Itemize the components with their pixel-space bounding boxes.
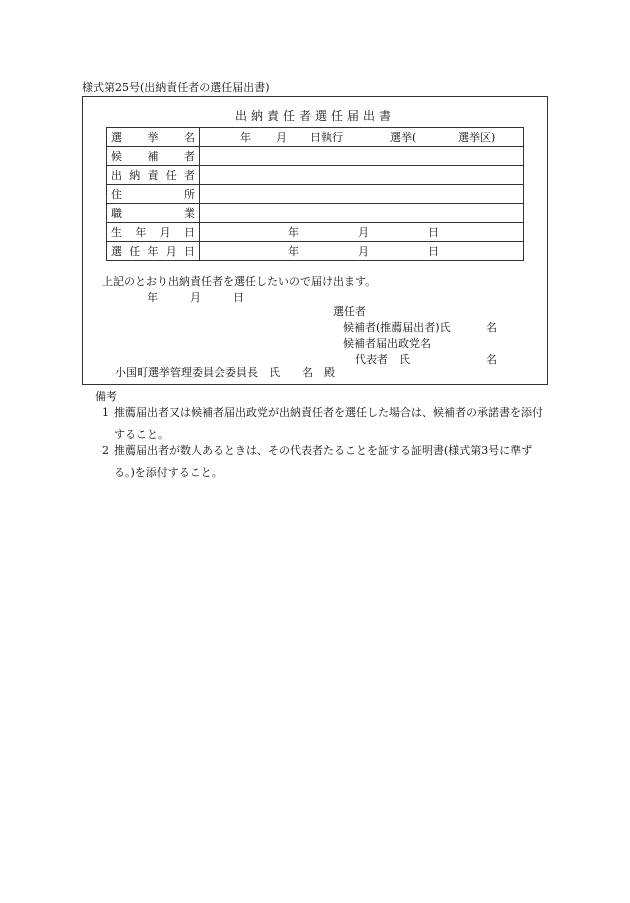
row-appointdate: [107, 242, 524, 261]
label-char: 選: [111, 244, 122, 258]
label-appointdate: [107, 242, 200, 261]
election-day-held: 日執行: [310, 131, 343, 144]
label-treasurer-text: [111, 170, 195, 181]
remark-text: 推薦届出者が数人あるときは、その代表者たることを証する証明書(様式第3号に準ずる。)を添付すること。: [114, 444, 533, 479]
label-address-text: [111, 189, 195, 200]
row-election: [107, 128, 524, 147]
label-char: 業: [184, 206, 195, 220]
row-treasurer: [107, 166, 524, 185]
label-char: 挙: [147, 130, 159, 144]
label-char: 名: [184, 130, 195, 144]
date-year-unit: 年: [147, 291, 158, 304]
date-month-unit: 月: [190, 291, 201, 304]
field-election[interactable]: [200, 128, 524, 147]
label-char: 住: [111, 187, 122, 201]
field-candidate[interactable]: [200, 147, 524, 166]
label-char: 所: [184, 187, 195, 201]
notice-text: 上記のとおり出納責任者を選任したいので届け出ます。: [102, 275, 377, 288]
form-table: [106, 127, 524, 261]
label-char: 任: [165, 168, 177, 182]
remarks-title: 備考: [95, 390, 117, 403]
label-char: 生: [111, 225, 122, 239]
label-char: 月: [165, 244, 177, 258]
label-char: 日: [184, 244, 195, 258]
appoint-month-unit: 月: [358, 245, 369, 258]
remark-number: 1: [102, 406, 109, 419]
label-election: [107, 128, 200, 147]
representative-seal-mark: 名: [486, 353, 497, 366]
candidate-seal-mark: 名: [486, 321, 497, 334]
label-birthdate-text: [111, 227, 195, 238]
label-char: 者: [184, 168, 195, 182]
label-char: 月: [159, 225, 171, 239]
label-char: 任: [129, 244, 141, 258]
label-candidate-text: [111, 151, 195, 162]
party-name-label: 候補者届出政党名: [343, 337, 431, 350]
form-id: 様式第25号(出納責任者の選任届出書): [82, 81, 270, 94]
label-char: 選: [111, 130, 122, 144]
remark-text: 推薦届出者又は候補者届出政党が出納責任者を選任した場合は、候補者の承諾書を添付すること。: [114, 406, 543, 441]
label-candidate: [107, 147, 200, 166]
representative-label: 代表者 氏: [355, 353, 410, 366]
label-char: 候: [111, 149, 122, 163]
label-election-text: [111, 132, 195, 143]
field-appointdate[interactable]: [200, 242, 524, 261]
date-day-unit: 日: [233, 291, 244, 304]
label-char: 年: [147, 244, 159, 258]
remark-number: 2: [102, 444, 109, 457]
label-address: [107, 185, 200, 204]
appointer-label: 選任者: [333, 305, 366, 318]
candidate-name-label: 候補者(推薦届出者)氏: [343, 321, 451, 334]
label-char: 納: [129, 168, 141, 182]
row-occupation: [107, 204, 524, 223]
election-type: 選挙(: [390, 131, 417, 144]
field-occupation[interactable]: [200, 204, 524, 223]
label-treasurer: [107, 166, 200, 185]
label-char: 補: [147, 149, 159, 163]
appoint-year-unit: 年: [288, 245, 299, 258]
election-district: 選挙区): [458, 131, 496, 144]
label-birthdate: [107, 223, 200, 242]
birth-month-unit: 月: [358, 226, 369, 239]
label-char: 者: [184, 149, 195, 163]
appoint-day-unit: 日: [428, 245, 439, 258]
label-char: 職: [111, 206, 122, 220]
election-year-unit: 年: [240, 131, 251, 144]
addressee: 小国町選挙管理委員会委員長 氏 名 殿: [115, 366, 335, 379]
date-line: [147, 292, 276, 303]
label-occupation-text: [111, 208, 195, 219]
row-candidate: [107, 147, 524, 166]
row-birthdate: [107, 223, 524, 242]
field-birthdate[interactable]: [200, 223, 524, 242]
label-char: 出: [111, 168, 122, 182]
form-title: 出納責任者選任届出書: [234, 109, 395, 123]
field-address[interactable]: [200, 185, 524, 204]
label-occupation: [107, 204, 200, 223]
birth-day-unit: 日: [428, 226, 439, 239]
row-address: [107, 185, 524, 204]
field-treasurer[interactable]: [200, 166, 524, 185]
label-char: 年: [135, 225, 147, 239]
election-month-unit: 月: [276, 131, 287, 144]
label-char: 日: [183, 225, 195, 239]
label-char: 責: [147, 168, 159, 182]
label-appointdate-text: [111, 246, 195, 257]
remark-note-2: [102, 440, 552, 484]
birth-year-unit: 年: [288, 226, 299, 239]
